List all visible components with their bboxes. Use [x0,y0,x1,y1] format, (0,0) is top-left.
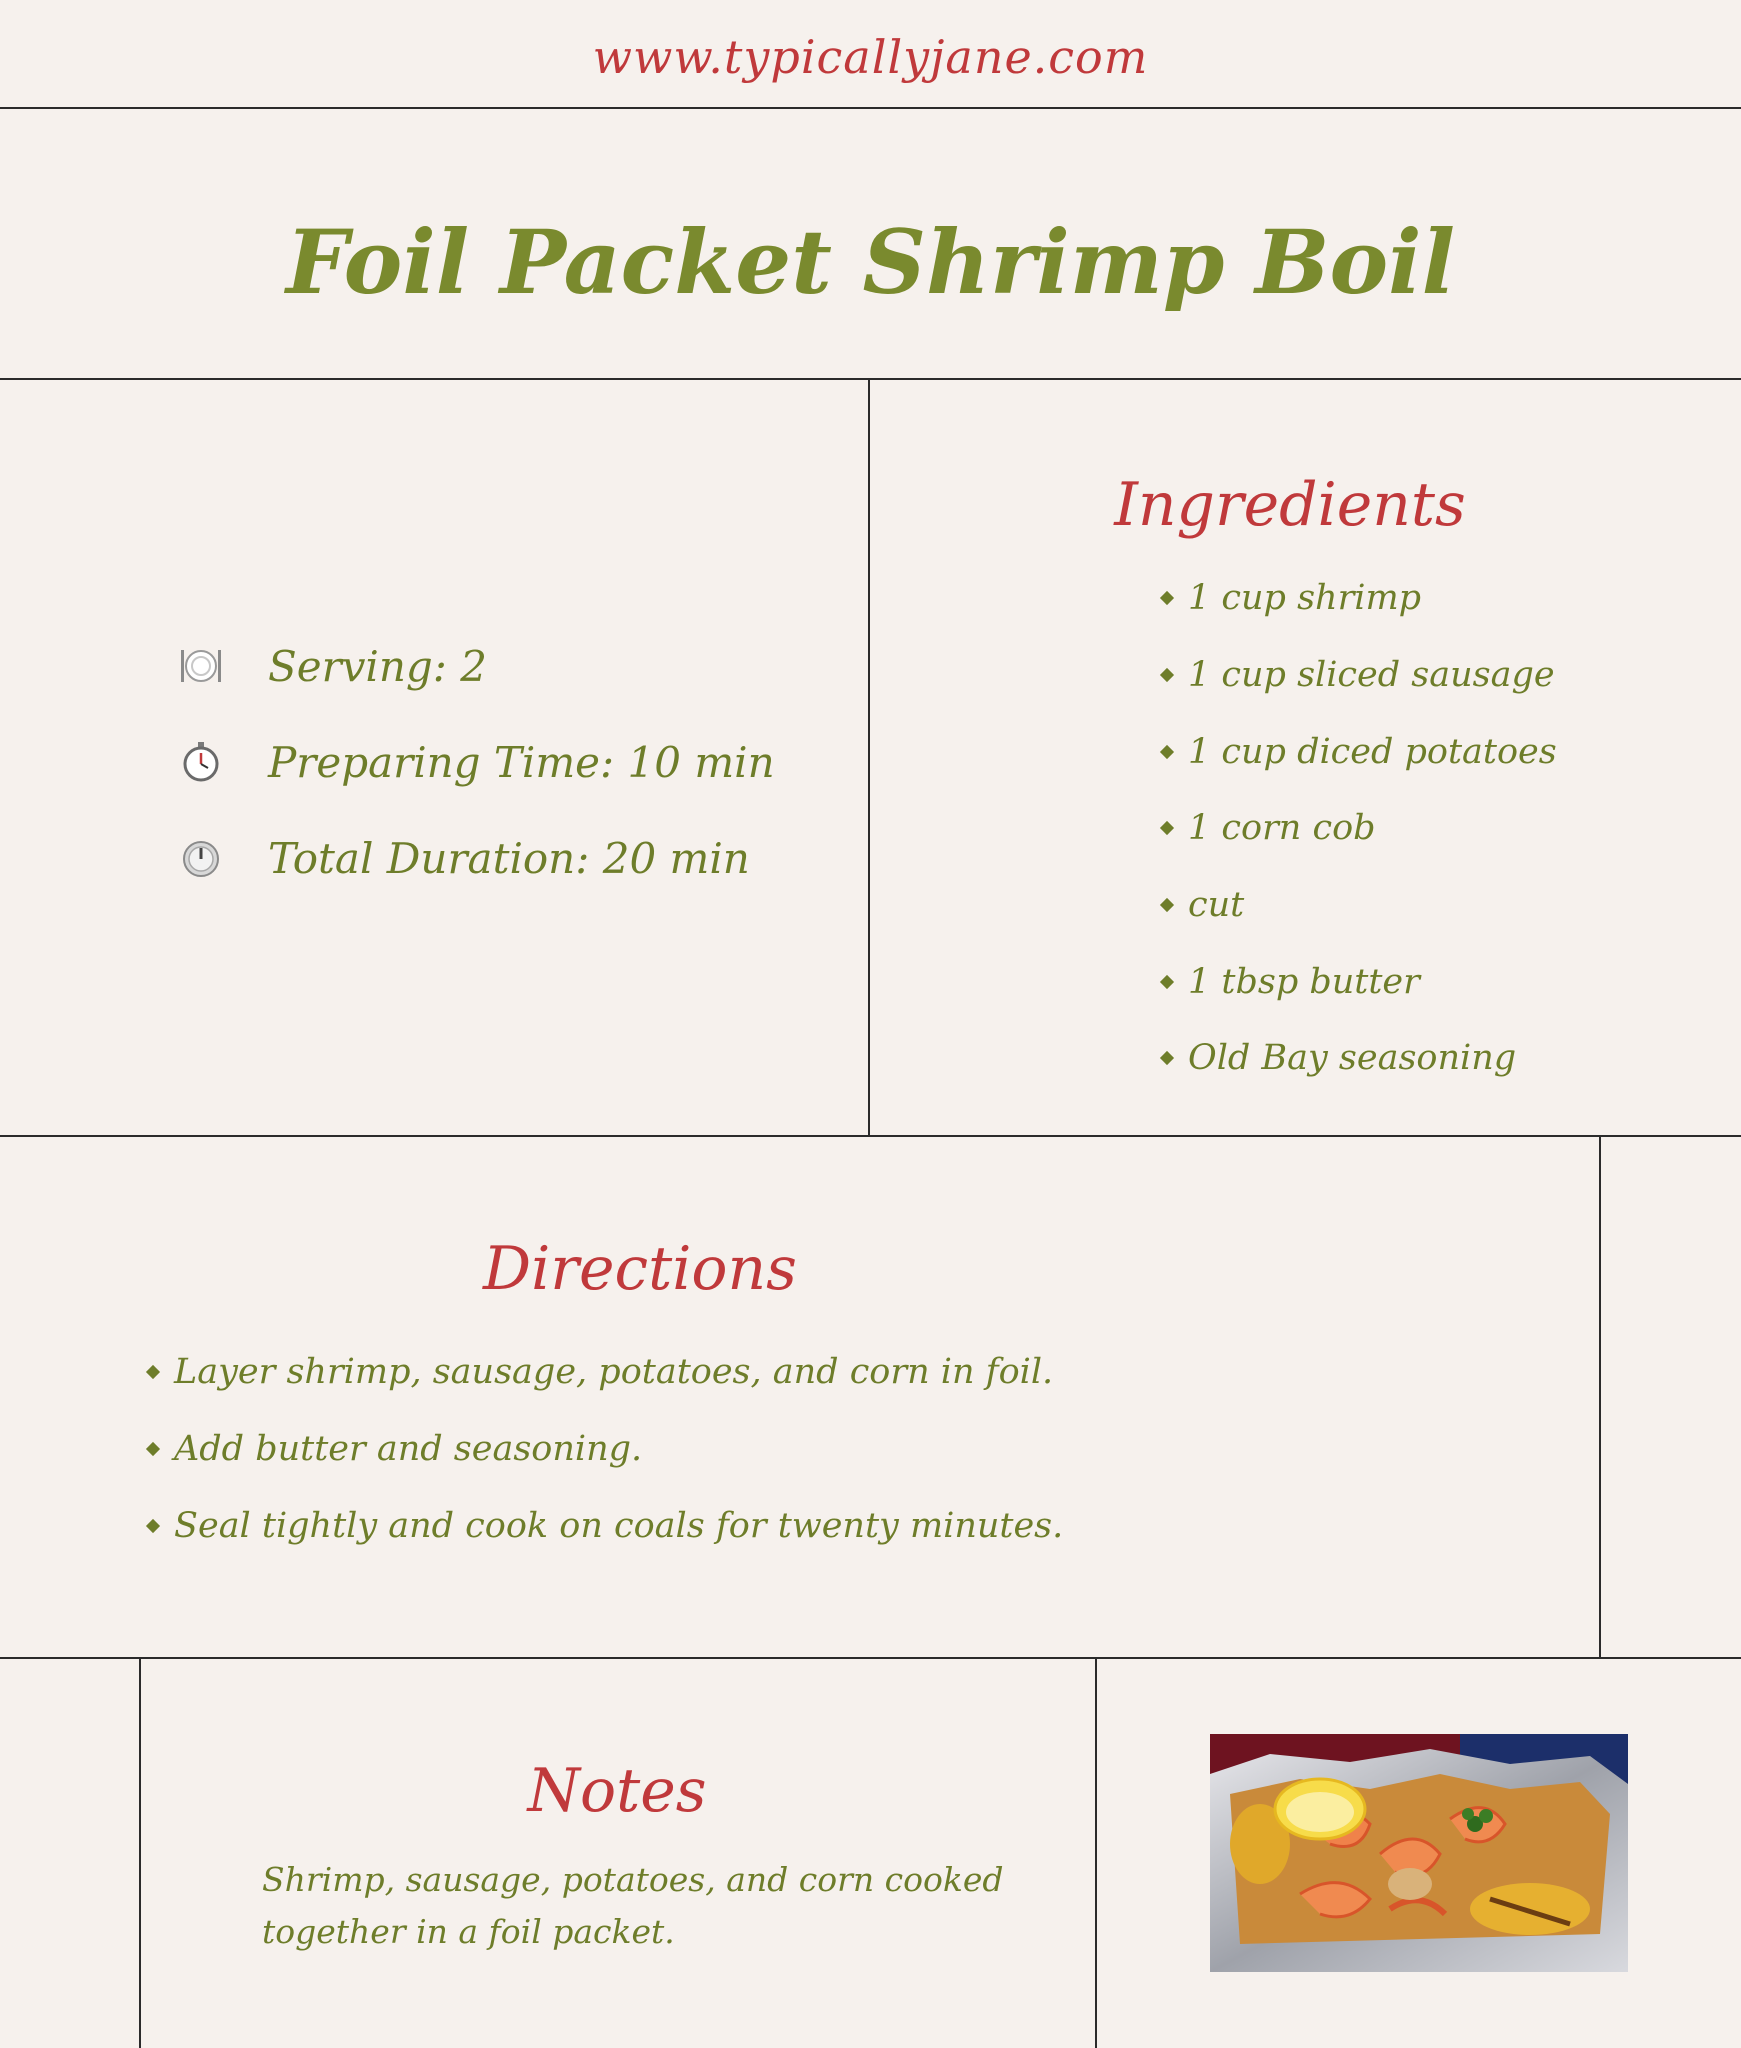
site-url: www.typicallyjane.com [592,30,1149,84]
divider [868,378,870,1135]
divider [1599,1135,1601,1657]
notes-text: Shrimp, sausage, potatoes, and corn cooked together in a foil packet. [262,1860,1004,1951]
list-item: cut [1162,867,1557,944]
meta-serving [178,618,775,714]
stopwatch-icon [178,739,224,785]
timer-icon [178,835,224,881]
shrimp-boil-photo [1210,1734,1628,1972]
divider [0,1657,1741,1659]
divider [139,1657,141,2048]
directions-heading: Directions [483,1234,797,1304]
list-item: Old Bay seasoning [1162,1020,1557,1097]
list-item: 1 tbsp butter [1162,943,1557,1020]
bullet-icon [1160,975,1174,989]
bullet-icon [146,1442,160,1456]
ingredients-heading: Ingredients [1114,470,1466,540]
list-item: Layer shrimp, sausage, potatoes, and corn in foil. [148,1334,1063,1411]
bullet-icon [1160,1051,1174,1065]
total-duration-text: Total Duration: 20 min [268,833,750,883]
recipe-meta [178,618,775,906]
bullet-icon [1160,745,1174,759]
bullet-icon [1160,821,1174,835]
serving-text: Serving: 2 [268,641,488,691]
list-item: 1 cup sliced sausage [1162,637,1557,714]
bullet-icon [1160,898,1174,912]
bullet-icon [146,1519,160,1533]
list-item: 1 cup diced potatoes [1162,713,1557,790]
list-item: Add butter and seasoning. [148,1411,1063,1488]
meta-prep-time [178,714,775,810]
divider [0,1135,1741,1137]
recipe-title: Foil Packet Shrimp Boil [285,210,1456,314]
bullet-icon [146,1365,160,1379]
divider [0,378,1741,380]
ingredients-list [1162,560,1557,1097]
directions-list [148,1334,1063,1564]
list-item: 1 corn cob [1162,790,1557,867]
bullet-icon [1160,591,1174,605]
plate-icon [178,643,224,689]
divider [0,107,1741,109]
notes-heading: Notes [527,1756,707,1826]
prep-time-text: Preparing Time: 10 min [268,737,775,787]
bullet-icon [1160,668,1174,682]
divider [1095,1657,1097,2048]
meta-total-duration [178,810,775,906]
list-item: Seal tightly and cook on coals for twenty minutes. [148,1487,1063,1564]
list-item: 1 cup shrimp [1162,560,1557,637]
